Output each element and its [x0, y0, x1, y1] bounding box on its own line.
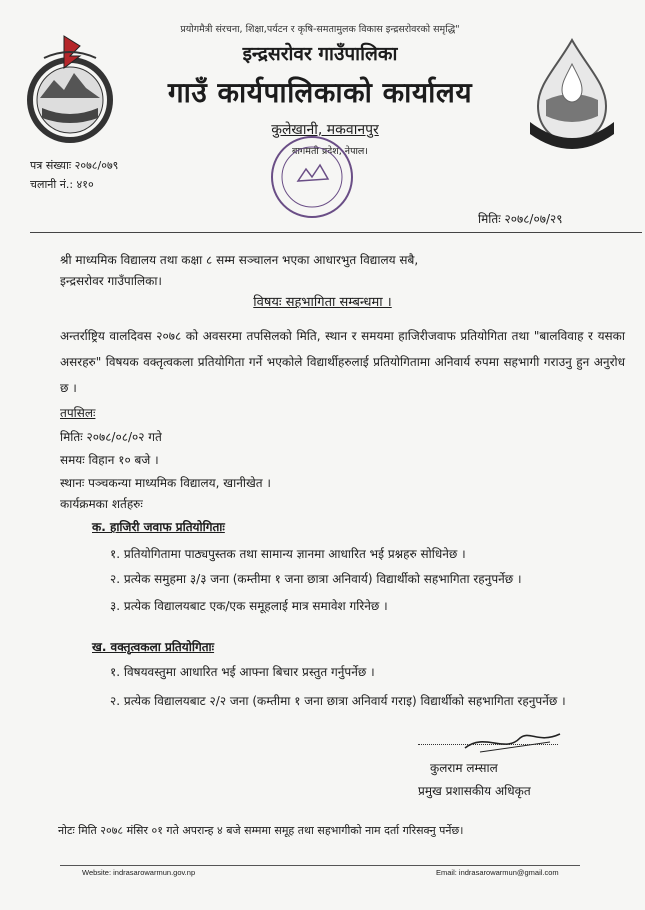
header-divider [30, 232, 642, 233]
section-a-item: १. प्रतियोगितामा पाठ्यपुस्तक तथा सामान्य ज्ञानमा आधारित भई प्रश्नहरु सोधिनेछ । [110, 547, 466, 561]
event-place: स्थानः पञ्चकन्या माध्यमिक विद्यालय, खानीखेत । [60, 476, 271, 490]
footer-email: Email: indrasarowarmun@gmail.com [436, 868, 559, 877]
letter-body: अन्तर्राष्ट्रिय वालदिवस २०७८ को अवसरमा तपसिलको मिति, स्थान र समयमा हाजिरीजवाफ प्रतियोगिता तथा "बालविवाह र यसका असरहरु" विषयक वक्तृत्वकला प्रतियोगिता गर्ने भएकोले विद्यार्थीहरुलाई प्रतियोगितामा अनिवार्य रुपमा सहभागी गराउनु हुन अनुरोध छ । [60, 329, 625, 395]
nepal-emblem-logo [14, 28, 126, 148]
tagline: प्रयोगमैत्री संरचना, शिक्षा,पर्यटन र कृषि-समतामुलक विकास इन्द्रसरोवरको समृद्धि" [180, 24, 460, 35]
recipient-line-2: इन्द्रसरोवर गाउँपालिका। [60, 274, 162, 288]
conditions-label: कार्यक्रमका शर्तहरुः [60, 497, 143, 511]
office-seal-stamp [268, 133, 356, 221]
recipient-block [60, 250, 620, 292]
dispatch-number: चलानी नं.: ४१० [30, 178, 94, 191]
municipality-logo [516, 36, 628, 156]
subject-text: विषयः सहभागिता सम्बन्धमा । [253, 295, 392, 310]
signature-line [418, 744, 558, 745]
province-label: बागमती प्रदेश, नेपाल। [292, 146, 368, 157]
office-location: कुलेखानी, मकवानपुर [271, 122, 379, 138]
event-time: समयः विहान १० बजे । [60, 453, 159, 467]
footer-divider [60, 865, 580, 866]
recipient-line-1: श्री माध्यमिक विद्यालय तथा कक्षा ८ सम्म सञ्चालन भएका आधारभुत विद्यालय सबै, [60, 253, 419, 267]
signatory-name: कुलराम लम्साल [430, 761, 498, 775]
letter-date: मितिः २०७८/०७/२९ [478, 212, 563, 226]
event-date: मितिः २०७८/०८/०२ गते [60, 430, 162, 444]
section-a-item: ३. प्रत्येक विद्यालयबाट एक/एक समूहलाई मात्र समावेश गरिनेछ । [110, 599, 388, 613]
section-b-item: १. विषयवस्तुमा आधारित भई आफ्ना बिचार प्रस्तुत गर्नुपर्नेछ । [110, 665, 375, 679]
section-b-item: २. प्रत्येक विद्यालयबाट २/२ जना (कम्तीमा १ जना छात्रा अनिवार्य गराइ) विद्यार्थीको सहभागिता रहनुपर्नेछ । [110, 694, 566, 708]
section-a-title: क. हाजिरी जवाफ प्रतियोगिताः [92, 520, 225, 534]
note-text: नोटः मिति २०७८ मंसिर ०१ गते अपरान्ह ४ बजे सम्ममा समूह तथा सहभागीको नाम दर्ता गरिसक्नु पर्नेछ। [58, 824, 464, 837]
signature-image [460, 724, 570, 758]
details-label: तपसिलः [60, 406, 96, 420]
section-a-item: २. प्रत्येक समुहमा ३/३ जना (कम्तीमा १ जना छात्रा अनिवार्य) विद्यार्थीको सहभागिता रहनुपर्नेछ । [110, 572, 522, 586]
municipality-name: इन्द्रसरोवर गाउँपालिका [242, 43, 398, 65]
office-title: गाउँ कार्यपालिकाको कार्यालय [167, 76, 473, 109]
section-b-title: ख. वक्तृत्वकला प्रतियोगिताः [92, 640, 215, 654]
signatory-title: प्रमुख प्रशासकीय अधिकृत [418, 784, 531, 798]
footer-website: Website: indrasarowarmun.gov.np [82, 868, 196, 877]
subject-line [0, 292, 645, 310]
letter-reference-number: पत्र संख्याः २०७८/०७९ [30, 159, 119, 172]
